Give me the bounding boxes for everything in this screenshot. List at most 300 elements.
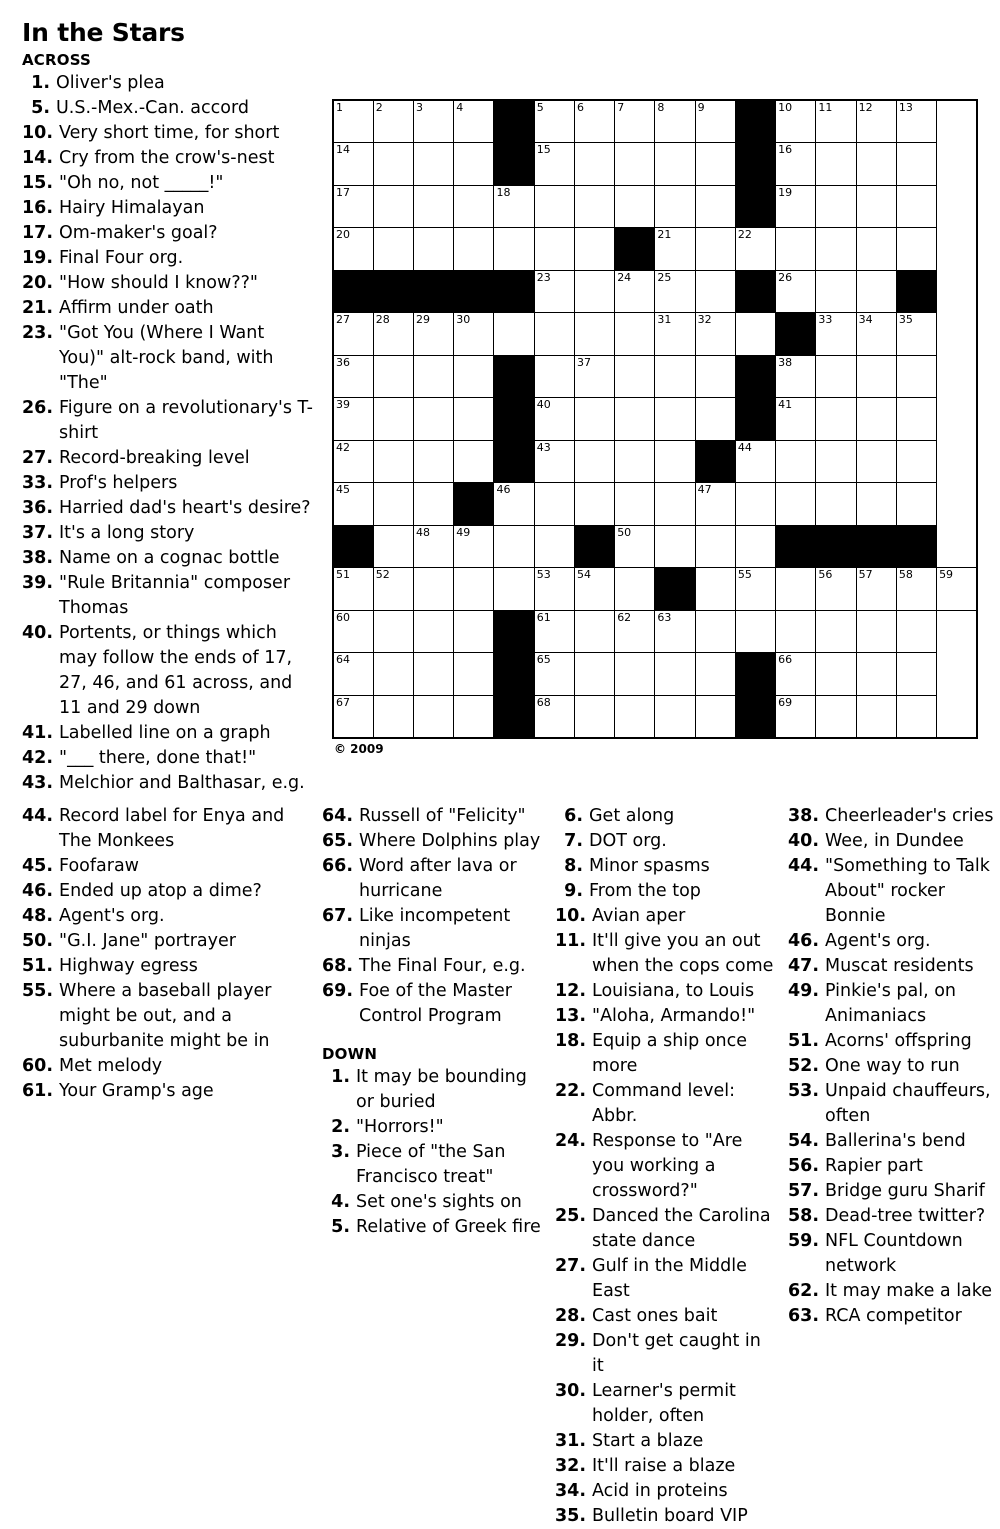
across-clue-item[interactable] <box>22 446 314 471</box>
grid-cell[interactable] <box>454 695 494 738</box>
grid-cell[interactable] <box>776 185 816 228</box>
across-clue-item[interactable] <box>22 121 314 146</box>
grid-cell[interactable] <box>373 228 413 271</box>
down-clue-item[interactable] <box>788 804 1000 829</box>
down-clue-item[interactable] <box>788 829 1000 854</box>
across-clue-item[interactable] <box>22 954 314 979</box>
grid-cell[interactable] <box>695 483 735 526</box>
grid-cell-number: 12 <box>858 101 873 114</box>
grid-cell[interactable] <box>856 398 896 441</box>
grid-cell[interactable] <box>776 355 816 398</box>
grid-cell[interactable] <box>414 228 454 271</box>
across-clue-item[interactable] <box>22 146 314 171</box>
grid-cell[interactable] <box>373 313 413 356</box>
down-clue-item[interactable] <box>555 1329 778 1379</box>
down-clue-item[interactable] <box>555 829 778 854</box>
grid-cell[interactable] <box>414 653 454 696</box>
grid-cell[interactable] <box>574 653 614 696</box>
grid-cell[interactable] <box>414 695 454 738</box>
grid-cell[interactable] <box>695 525 735 568</box>
across-clue-item[interactable] <box>22 804 314 854</box>
grid-cell[interactable] <box>574 185 614 228</box>
grid-cell[interactable] <box>534 313 574 356</box>
grid-cell[interactable] <box>655 355 695 398</box>
grid-cell[interactable] <box>816 313 856 356</box>
grid-cell[interactable] <box>414 313 454 356</box>
grid-cell[interactable] <box>574 610 614 653</box>
grid-cell[interactable] <box>896 695 936 738</box>
grid-cell[interactable] <box>816 398 856 441</box>
grid-cell[interactable] <box>574 100 614 143</box>
grid-cell[interactable] <box>494 313 534 356</box>
across-clue-text: Met melody <box>59 1056 163 1076</box>
across-clue-item[interactable] <box>322 904 545 954</box>
grid-cell[interactable] <box>414 440 454 483</box>
grid-cell[interactable] <box>655 185 695 228</box>
grid-cell[interactable] <box>896 610 936 653</box>
down-clue-item[interactable] <box>788 1129 1000 1154</box>
grid-cell[interactable] <box>776 610 816 653</box>
grid-cell[interactable] <box>896 228 936 271</box>
grid-cell[interactable] <box>856 313 896 356</box>
grid-cell[interactable] <box>373 568 413 611</box>
down-clue-text: It'll raise a blaze <box>592 1456 736 1476</box>
grid-cell[interactable] <box>534 270 574 313</box>
down-clue-item[interactable] <box>322 1215 545 1240</box>
across-clue-item[interactable] <box>22 571 314 621</box>
grid-cell[interactable] <box>615 653 655 696</box>
down-clue-item[interactable] <box>555 854 778 879</box>
grid-row <box>333 568 977 611</box>
down-clue-item[interactable] <box>555 1029 778 1079</box>
grid-cell[interactable] <box>735 525 775 568</box>
grid-cell[interactable] <box>534 568 574 611</box>
grid-cell[interactable] <box>494 525 534 568</box>
down-clue-item[interactable] <box>555 1079 778 1129</box>
across-clue-item[interactable] <box>22 929 314 954</box>
grid-cell[interactable] <box>776 228 816 271</box>
grid-cell[interactable] <box>574 313 614 356</box>
across-clue-item[interactable] <box>22 546 314 571</box>
grid-cell[interactable] <box>776 440 816 483</box>
grid-cell[interactable] <box>534 525 574 568</box>
down-clue-item[interactable] <box>788 1179 1000 1204</box>
grid-cell[interactable] <box>615 398 655 441</box>
grid-cell[interactable] <box>534 483 574 526</box>
grid-cell[interactable] <box>534 398 574 441</box>
grid-cell[interactable] <box>695 100 735 143</box>
grid-cell[interactable] <box>856 270 896 313</box>
down-clue-number: 6. <box>564 806 583 826</box>
grid-cell[interactable] <box>454 100 494 143</box>
grid-cell[interactable] <box>816 228 856 271</box>
down-clue-item[interactable] <box>555 1454 778 1479</box>
grid-cell[interactable] <box>333 568 373 611</box>
grid-cell[interactable] <box>534 228 574 271</box>
down-clue-item[interactable] <box>788 929 1000 954</box>
grid-block-cell <box>615 228 655 271</box>
grid-cell[interactable] <box>896 483 936 526</box>
down-clue-item[interactable] <box>788 1229 1000 1279</box>
grid-cell[interactable] <box>896 100 936 143</box>
across-clue-item[interactable] <box>22 496 314 521</box>
grid-cell[interactable] <box>574 568 614 611</box>
grid-cell[interactable] <box>896 653 936 696</box>
grid-cell[interactable] <box>574 483 614 526</box>
grid-cell[interactable] <box>937 568 977 611</box>
grid-cell[interactable] <box>414 185 454 228</box>
across-clue-item[interactable] <box>22 71 314 96</box>
down-clue-item[interactable] <box>555 1254 778 1304</box>
grid-cell[interactable] <box>816 483 856 526</box>
grid-cell[interactable] <box>574 355 614 398</box>
grid-cell[interactable] <box>735 483 775 526</box>
grid-cell[interactable] <box>494 228 534 271</box>
down-clue-item[interactable] <box>555 1204 778 1254</box>
grid-cell[interactable] <box>373 440 413 483</box>
down-clue-item[interactable] <box>555 1379 778 1429</box>
down-clue-item[interactable] <box>555 879 778 904</box>
grid-cell[interactable] <box>454 185 494 228</box>
grid-cell[interactable] <box>896 313 936 356</box>
grid-cell[interactable] <box>615 695 655 738</box>
down-clue-item[interactable] <box>555 904 778 929</box>
grid-cell[interactable] <box>695 695 735 738</box>
down-clue-text: Command level: Abbr. <box>592 1081 736 1126</box>
grid-cell[interactable] <box>695 270 735 313</box>
down-clue-item[interactable] <box>788 1154 1000 1179</box>
grid-cell[interactable] <box>776 653 816 696</box>
across-clue-text: Highway egress <box>59 956 198 976</box>
grid-cell[interactable] <box>333 100 373 143</box>
grid-cell[interactable] <box>856 653 896 696</box>
grid-cell[interactable] <box>333 398 373 441</box>
grid-cell[interactable] <box>454 568 494 611</box>
down-clue-item[interactable] <box>555 804 778 829</box>
grid-cell[interactable] <box>333 143 373 186</box>
grid-cell[interactable] <box>534 695 574 738</box>
across-clue-item[interactable] <box>22 1054 314 1079</box>
grid-cell[interactable] <box>414 143 454 186</box>
grid-cell[interactable] <box>494 483 534 526</box>
grid-cell[interactable] <box>373 525 413 568</box>
grid-cell[interactable] <box>776 143 816 186</box>
across-clue-number: 42. <box>22 748 54 768</box>
grid-block-cell <box>896 270 936 313</box>
grid-cell[interactable] <box>333 695 373 738</box>
grid-cell[interactable] <box>615 610 655 653</box>
grid-cell[interactable] <box>373 355 413 398</box>
across-clue-item[interactable] <box>22 621 314 721</box>
grid-cell[interactable] <box>414 100 454 143</box>
down-clue-item[interactable] <box>555 1429 778 1454</box>
grid-cell[interactable] <box>776 568 816 611</box>
down-clue-item[interactable] <box>788 1029 1000 1054</box>
down-clue-number: 28. <box>555 1306 587 1326</box>
down-clue-item[interactable] <box>788 979 1000 1029</box>
crossword-grid[interactable] <box>332 99 978 739</box>
grid-cell[interactable] <box>534 653 574 696</box>
down-clue-item[interactable] <box>555 1129 778 1204</box>
grid-cell[interactable] <box>454 143 494 186</box>
grid-cell[interactable] <box>615 483 655 526</box>
grid-cell[interactable] <box>333 483 373 526</box>
grid-cell[interactable] <box>615 355 655 398</box>
grid-cell[interactable] <box>574 270 614 313</box>
grid-cell[interactable] <box>333 228 373 271</box>
grid-cell[interactable] <box>655 143 695 186</box>
grid-cell[interactable] <box>776 695 816 738</box>
grid-cell[interactable] <box>333 355 373 398</box>
grid-cell[interactable] <box>615 185 655 228</box>
grid-cell[interactable] <box>574 440 614 483</box>
grid-cell[interactable] <box>454 653 494 696</box>
down-clue-text: Wee, in Dundee <box>825 831 964 851</box>
grid-cell[interactable] <box>695 355 735 398</box>
grid-cell[interactable] <box>414 398 454 441</box>
grid-cell[interactable] <box>735 313 775 356</box>
grid-cell[interactable] <box>695 185 735 228</box>
grid-block-cell <box>735 185 775 228</box>
grid-cell[interactable] <box>695 610 735 653</box>
grid-cell[interactable] <box>534 185 574 228</box>
grid-cell[interactable] <box>856 143 896 186</box>
grid-cell[interactable] <box>534 143 574 186</box>
grid-cell[interactable] <box>615 440 655 483</box>
grid-cell[interactable] <box>655 610 695 653</box>
grid-cell[interactable] <box>735 440 775 483</box>
down-clue-number: 27. <box>555 1256 587 1276</box>
down-clue-item[interactable] <box>788 1054 1000 1079</box>
grid-cell[interactable] <box>615 143 655 186</box>
grid-cell[interactable] <box>615 100 655 143</box>
grid-cell[interactable] <box>574 143 614 186</box>
grid-cell[interactable] <box>735 568 775 611</box>
grid-cell[interactable] <box>655 270 695 313</box>
across-clue-item[interactable] <box>22 246 314 271</box>
grid-cell[interactable] <box>856 440 896 483</box>
grid-cell[interactable] <box>655 398 695 441</box>
down-clue-item[interactable] <box>322 1140 545 1190</box>
down-clue-text: Agent's org. <box>825 931 931 951</box>
grid-cell[interactable] <box>695 653 735 696</box>
grid-cell[interactable] <box>816 695 856 738</box>
grid-cell[interactable] <box>856 228 896 271</box>
grid-cell[interactable] <box>373 398 413 441</box>
grid-cell[interactable] <box>856 610 896 653</box>
grid-cell[interactable] <box>454 228 494 271</box>
page-title: In the Stars <box>22 18 185 47</box>
across-clue-item[interactable] <box>322 854 545 904</box>
grid-cell[interactable] <box>333 610 373 653</box>
grid-cell[interactable] <box>896 185 936 228</box>
grid-cell[interactable] <box>816 610 856 653</box>
grid-cell[interactable] <box>333 185 373 228</box>
down-clue-item[interactable] <box>555 1479 778 1504</box>
across-clue-item[interactable] <box>22 396 314 446</box>
across-clue-item[interactable] <box>22 196 314 221</box>
grid-cell[interactable] <box>816 355 856 398</box>
grid-cell[interactable] <box>655 228 695 271</box>
grid-cell[interactable] <box>454 525 494 568</box>
grid-cell[interactable] <box>695 143 735 186</box>
grid-cell[interactable] <box>896 143 936 186</box>
across-clue-item[interactable] <box>22 879 314 904</box>
grid-cell[interactable] <box>655 695 695 738</box>
across-clue-number: 64. <box>322 806 354 826</box>
grid-cell[interactable] <box>534 440 574 483</box>
grid-cell[interactable] <box>333 313 373 356</box>
grid-cell[interactable] <box>574 398 614 441</box>
grid-cell[interactable] <box>494 185 534 228</box>
grid-cell-number: 38 <box>778 355 793 369</box>
grid-cell[interactable] <box>816 270 856 313</box>
across-clue-number: 37. <box>22 523 54 543</box>
grid-cell[interactable] <box>414 483 454 526</box>
grid-cell[interactable] <box>856 483 896 526</box>
grid-cell[interactable] <box>816 185 856 228</box>
across-clue-item[interactable] <box>322 829 545 854</box>
across-clue-item[interactable] <box>22 979 314 1054</box>
across-clue-item[interactable] <box>22 854 314 879</box>
grid-cell[interactable] <box>856 100 896 143</box>
grid-cell[interactable] <box>534 355 574 398</box>
grid-cell[interactable] <box>615 270 655 313</box>
grid-cell[interactable] <box>454 440 494 483</box>
grid-cell[interactable] <box>534 610 574 653</box>
grid-block-cell <box>494 100 534 143</box>
down-clue-item[interactable] <box>788 1079 1000 1129</box>
across-clue-item[interactable] <box>22 771 314 796</box>
grid-cell[interactable] <box>896 440 936 483</box>
grid-cell[interactable] <box>414 525 454 568</box>
grid-cell[interactable] <box>776 100 816 143</box>
grid-cell[interactable] <box>856 695 896 738</box>
grid-cell[interactable] <box>373 483 413 526</box>
grid-cell[interactable] <box>856 568 896 611</box>
grid-cell[interactable] <box>655 653 695 696</box>
grid-cell[interactable] <box>816 100 856 143</box>
across-clue-item[interactable] <box>22 171 314 196</box>
grid-cell[interactable] <box>373 695 413 738</box>
grid-cell[interactable] <box>735 610 775 653</box>
down-clue-text: Start a blaze <box>592 1431 704 1451</box>
grid-cell[interactable] <box>695 568 735 611</box>
across-clue-item[interactable] <box>22 746 314 771</box>
grid-cell-number: 48 <box>416 525 431 539</box>
down-clue-item[interactable] <box>322 1115 545 1140</box>
grid-cell[interactable] <box>655 483 695 526</box>
grid-cell[interactable] <box>615 313 655 356</box>
grid-cell[interactable] <box>333 653 373 696</box>
grid-cell[interactable] <box>695 313 735 356</box>
down-clue-item[interactable] <box>322 1065 545 1115</box>
down-clue-item[interactable] <box>788 1304 1000 1329</box>
grid-cell[interactable] <box>655 313 695 356</box>
grid-cell[interactable] <box>816 440 856 483</box>
grid-cell[interactable] <box>373 143 413 186</box>
grid-cell[interactable] <box>574 695 614 738</box>
across-clue-number: 17. <box>22 223 54 243</box>
down-clue-text: Avian aper <box>592 906 686 926</box>
across-clue-item[interactable] <box>322 979 545 1029</box>
down-clue-item[interactable] <box>788 954 1000 979</box>
across-clue-item[interactable] <box>22 471 314 496</box>
grid-cell[interactable] <box>816 143 856 186</box>
grid-cell[interactable] <box>494 568 534 611</box>
grid-cell[interactable] <box>896 568 936 611</box>
down-clue-number: 7. <box>564 831 583 851</box>
grid-cell[interactable] <box>454 610 494 653</box>
grid-cell[interactable] <box>373 653 413 696</box>
down-clue-item[interactable] <box>555 1004 778 1029</box>
grid-cell[interactable] <box>574 228 614 271</box>
grid-cell[interactable] <box>333 440 373 483</box>
grid-cell-number: 41 <box>778 398 793 411</box>
across-clue-number: 50. <box>22 931 54 951</box>
grid-cell[interactable] <box>454 355 494 398</box>
across-clue-item[interactable] <box>22 721 314 746</box>
down-clue-item[interactable] <box>555 1504 778 1529</box>
grid-cell[interactable] <box>816 568 856 611</box>
grid-cell[interactable] <box>373 100 413 143</box>
grid-cell[interactable] <box>856 185 896 228</box>
grid-cell[interactable] <box>776 398 816 441</box>
across-clue-item[interactable] <box>22 296 314 321</box>
grid-cell[interactable] <box>856 355 896 398</box>
grid-cell[interactable] <box>776 270 816 313</box>
grid-cell[interactable] <box>534 100 574 143</box>
grid-cell[interactable] <box>373 185 413 228</box>
grid-cell[interactable] <box>414 355 454 398</box>
grid-cell[interactable] <box>735 228 775 271</box>
across-clue-item[interactable] <box>22 321 314 396</box>
across-clue-number: 19. <box>22 248 54 268</box>
grid-cell[interactable] <box>896 355 936 398</box>
grid-cell[interactable] <box>776 483 816 526</box>
grid-cell[interactable] <box>414 610 454 653</box>
grid-cell[interactable] <box>655 440 695 483</box>
grid-cell[interactable] <box>655 525 695 568</box>
down-clue-item[interactable] <box>555 1304 778 1329</box>
across-clue-item[interactable] <box>22 271 314 296</box>
across-clue-item[interactable] <box>322 804 545 829</box>
down-clue-item[interactable] <box>322 1190 545 1215</box>
grid-cell[interactable] <box>615 525 655 568</box>
across-clue-item[interactable] <box>22 96 314 121</box>
grid-cell[interactable] <box>896 398 936 441</box>
grid-cell[interactable] <box>816 653 856 696</box>
grid-cell[interactable] <box>454 313 494 356</box>
grid-cell[interactable] <box>414 568 454 611</box>
across-clue-item[interactable] <box>322 954 545 979</box>
across-clue-item[interactable] <box>22 904 314 929</box>
grid-cell[interactable] <box>695 228 735 271</box>
grid-cell[interactable] <box>695 398 735 441</box>
grid-cell[interactable] <box>655 100 695 143</box>
down-clue-item[interactable] <box>555 979 778 1004</box>
down-clue-item[interactable] <box>788 1279 1000 1304</box>
across-clue-item[interactable] <box>22 1079 314 1104</box>
grid-cell[interactable] <box>373 610 413 653</box>
across-clue-item[interactable] <box>22 521 314 546</box>
down-clue-item[interactable] <box>788 854 1000 929</box>
down-clue-item[interactable] <box>788 1204 1000 1229</box>
down-clue-item[interactable] <box>555 929 778 979</box>
grid-cell[interactable] <box>615 568 655 611</box>
across-clue-item[interactable] <box>22 221 314 246</box>
grid-cell[interactable] <box>454 398 494 441</box>
